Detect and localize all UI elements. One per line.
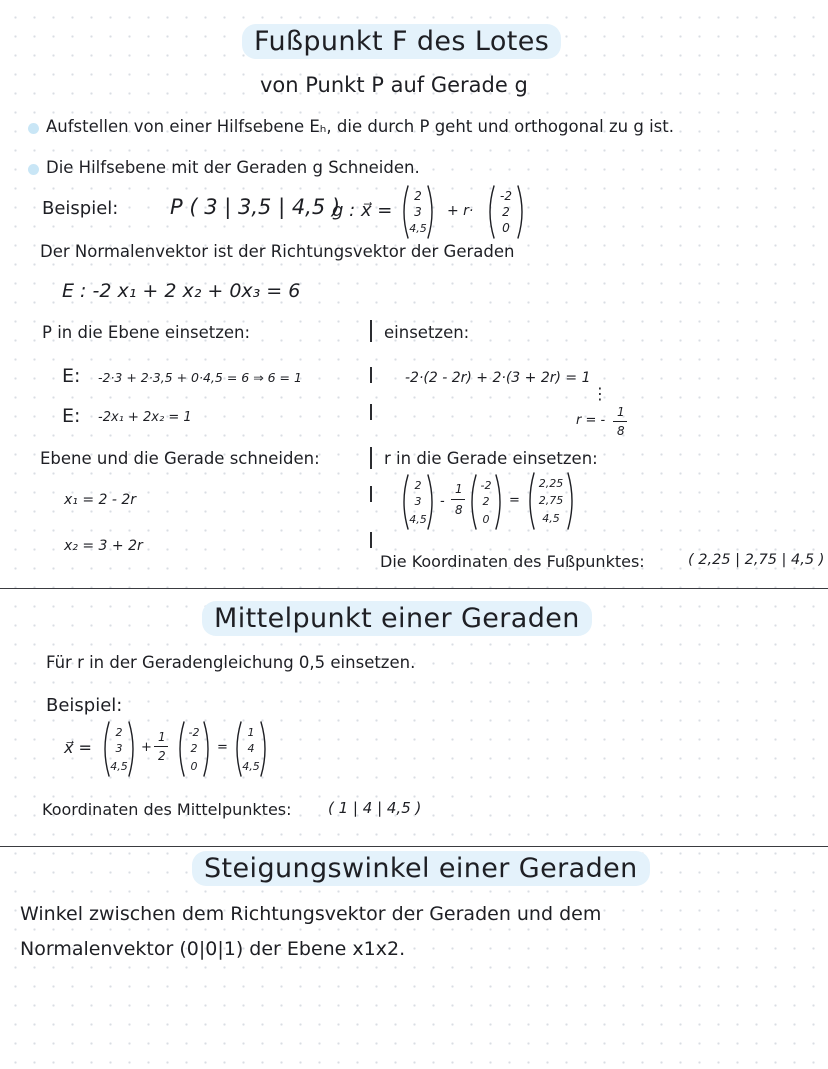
vector-a [398, 473, 438, 531]
fraction-num: 1 [455, 482, 463, 496]
column-divider [370, 486, 372, 502]
plane-label-e: E: [62, 365, 81, 387]
bullet-text-2: Die Hilfsebene mit der Geraden g Schneiden. [46, 158, 420, 177]
vector-a [99, 720, 139, 778]
x-vector-label: x⃗ = [64, 738, 92, 757]
section-title-fusspunkt: Fußpunkt F des Lotes [242, 24, 561, 59]
normal-vector-note: Der Normalenvektor ist der Richtungsvektor der Geraden [40, 242, 515, 261]
midpoint-instruction: Für r in der Geradengleichung 0,5 einsetzen. [46, 653, 416, 672]
column-divider [370, 447, 372, 469]
column-divider [370, 320, 372, 342]
param-x1: x₁ = 2 - 2r [64, 492, 137, 508]
vector-entry: 4 [247, 742, 255, 755]
bullet-text-1: Aufstellen von einer Hilfsebene Eₕ, die durch P geht und orthogonal zu g ist. [46, 117, 674, 136]
fraction-bar [154, 746, 168, 747]
angle-text-line-2: Normalenvektor (0|0|1) der Ebene x1x2. [20, 938, 406, 960]
heading-insert-point: P in die Ebene einsetzen: [42, 323, 251, 342]
midpoint-coords-value: ( 1 | 4 | 4,5 ) [328, 799, 422, 817]
heading-insert: einsetzen: [384, 323, 470, 342]
fraction-bar [451, 499, 465, 500]
section-title-steigungswinkel: Steigungswinkel einer Geraden [192, 851, 650, 886]
vector-support-g [398, 184, 438, 240]
section-subtitle: von Punkt P auf Gerade g [260, 73, 528, 97]
vector-entry: 1 [247, 726, 255, 739]
line-g-prefix: g : x⃗ = [332, 200, 393, 221]
bullet-dot [28, 123, 39, 134]
vector-entry: 3 [115, 742, 123, 755]
param-x2: x₂ = 3 + 2r [64, 538, 143, 554]
column-divider [370, 532, 372, 548]
vector-c [524, 471, 578, 531]
vector-entry: 2,25 [538, 477, 564, 490]
vector-entry: -2 [480, 479, 492, 492]
vector-entry: 4,5 [110, 760, 128, 773]
r-fraction-bar [613, 421, 627, 422]
r-fraction-num: 1 [617, 405, 625, 419]
vector-entry: 0 [190, 760, 198, 773]
vector-entry: 2 [115, 726, 123, 739]
vector-entry: 0 [502, 221, 510, 235]
vector-entry: 3 [414, 495, 422, 508]
section-divider [0, 588, 828, 589]
vector-b [174, 720, 214, 778]
vector-entry: 2 [190, 742, 198, 755]
vector-entry: 2 [502, 205, 510, 219]
column-divider [370, 367, 372, 383]
vertical-dots: ⋮ [592, 384, 608, 403]
minus-sign: - [440, 494, 445, 509]
r-result: r = - [576, 413, 606, 428]
plus-sign: + [141, 740, 152, 755]
bullet-dot [28, 164, 39, 175]
calc-point-in-plane: -2·3 + 2·3,5 + 0·4,5 = 6 ⇒ 6 = 1 [98, 370, 302, 385]
vector-entry: 2 [414, 479, 422, 492]
angle-text-line-1: Winkel zwischen dem Richtungsvektor der Geraden und dem [20, 903, 602, 925]
equals-sign: = [217, 740, 228, 755]
line-g-plus: + r· [447, 203, 474, 219]
section-title-mittelpunkt: Mittelpunkt einer Geraden [202, 601, 592, 636]
vector-entry: 2,75 [538, 494, 564, 507]
calc-plane-result: -2x₁ + 2x₂ = 1 [98, 410, 192, 425]
midpoint-coords-label: Koordinaten des Mittelpunktes: [42, 800, 292, 819]
vector-entry: 2 [414, 189, 422, 203]
vector-entry: 0 [482, 513, 490, 526]
point-p: P ( 3 | 3,5 | 4,5 ) [170, 195, 341, 219]
vector-entry: 4,5 [409, 222, 427, 235]
plane-label-e: E: [62, 405, 81, 427]
vector-c [231, 720, 271, 778]
column-divider [370, 404, 372, 420]
calc-insert-line: -2·(2 - 2r) + 2·(3 + 2r) = 1 [405, 370, 591, 386]
equals-sign: = [509, 493, 520, 508]
fraction-num: 1 [158, 730, 166, 744]
fraction-den: 2 [158, 749, 166, 763]
fraction-den: 8 [455, 503, 463, 517]
vector-entry: 3 [414, 205, 422, 219]
section-divider [0, 846, 828, 847]
plane-equation: E : -2 x₁ + 2 x₂ + 0x₃ = 6 [62, 280, 301, 302]
heading-r-in-line: r in die Gerade einsetzen: [384, 449, 598, 468]
heading-intersect: Ebene und die Gerade schneiden: [40, 449, 320, 468]
footpoint-coords-label: Die Koordinaten des Fußpunktes: [380, 552, 645, 571]
vector-entry: 4,5 [542, 512, 560, 525]
example-label: Beispiel: [46, 695, 123, 716]
vector-b [466, 473, 506, 531]
vector-entry: 4,5 [242, 760, 260, 773]
vector-entry: -2 [188, 726, 200, 739]
vector-entry: 2 [482, 495, 490, 508]
footpoint-coords-value: ( 2,25 | 2,75 | 4,5 ) [688, 552, 825, 568]
example-label: Beispiel: [42, 198, 119, 219]
vector-entry: -2 [500, 189, 512, 203]
vector-direction-g [484, 184, 528, 240]
vector-entry: 4,5 [409, 513, 427, 526]
r-fraction-den: 8 [617, 424, 625, 438]
